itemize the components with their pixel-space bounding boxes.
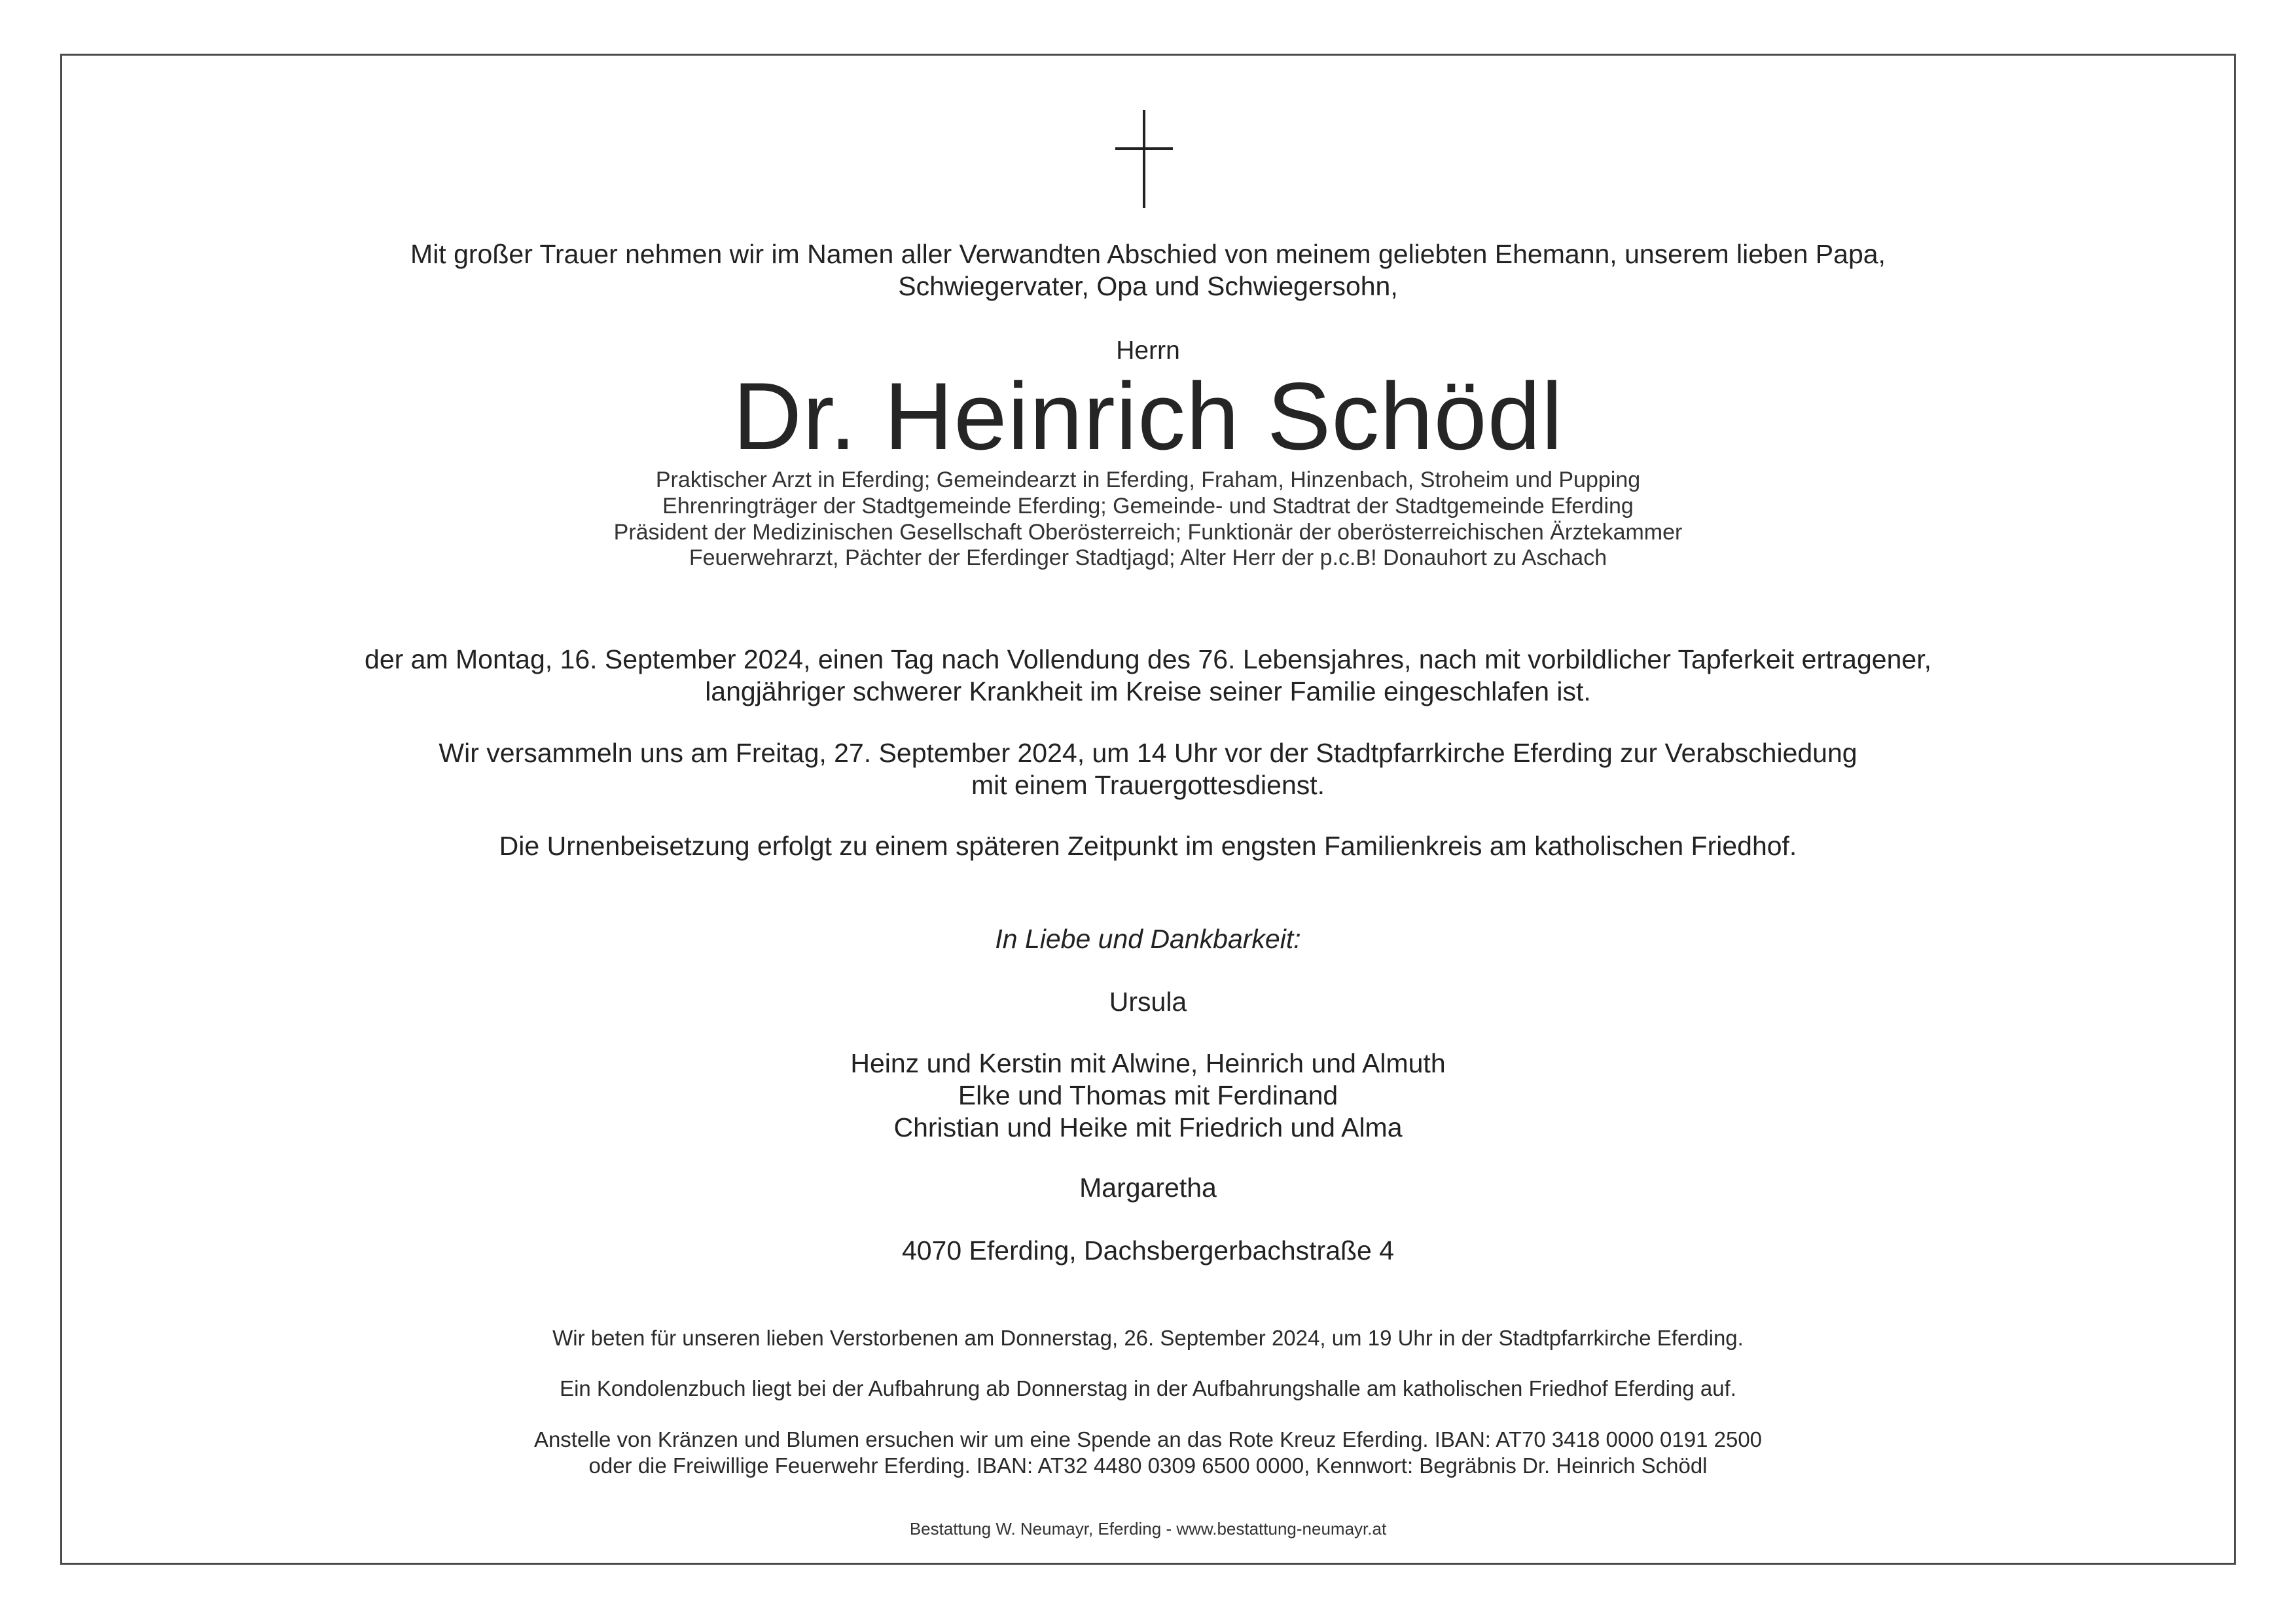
donation-note: [196, 1427, 2100, 1478]
family-children: [196, 1048, 2100, 1144]
intro-line-1: Mit großer Trauer nehmen wir im Namen aller Verwandten Abschied von meinem geliebten Ehemann, unserem lieben Papa,: [410, 239, 1886, 269]
title-line: Praktischer Arzt in Eferding; Gemeindearzt in Eferding, Fraham, Hinzenbach, Stroheim und Pupping: [655, 467, 1641, 492]
title-line: Ehrenringträger der Stadtgemeinde Eferding; Gemeinde- und Stadtrat der Stadtgemeinde Eferding: [662, 493, 1634, 519]
cross-icon: [1115, 110, 1173, 208]
salutation: Herrn: [1116, 337, 1180, 365]
intro-line-2: Schwiegervater, Opa und Schwiegersohn,: [898, 271, 1398, 302]
gathering-line-2: mit einem Trauergottesdienst.: [971, 770, 1325, 801]
donation-line-2: oder die Freiwillige Feuerwehr Eferding. IBAN: AT32 4480 0309 6500 0000, Kennwort: Begräbnis Dr. Heinrich Schödl: [588, 1453, 1708, 1478]
intro-text: [196, 238, 2100, 302]
family-mother-in-law: Margaretha: [1079, 1173, 1217, 1203]
family-child-line: Heinz und Kerstin mit Alwine, Heinrich und Almuth: [850, 1048, 1446, 1078]
prayer-note: Wir beten für unseren lieben Verstorbenen am Donnerstag, 26. September 2024, um 19 Uhr in der Stadtpfarrkirche Eferding.: [552, 1326, 1744, 1350]
family-address: 4070 Eferding, Dachsbergerbachstraße 4: [901, 1235, 1395, 1266]
burial-notice: Die Urnenbeisetzung erfolgt zu einem späteren Zeitpunkt im engsten Familienkreis am katholischen Friedhof.: [499, 831, 1797, 861]
title-line: Feuerwehrarzt, Pächter der Eferdinger Stadtjagd; Alter Herr der p.c.B! Donauhort zu Aschach: [689, 545, 1607, 571]
family-child-line: Elke und Thomas mit Ferdinand: [958, 1080, 1338, 1111]
family-child-line: Christian und Heike mit Friedrich und Alma: [893, 1112, 1403, 1143]
death-notice: [196, 644, 2100, 708]
gathering-notice: [196, 737, 2100, 801]
condolence-note: Ein Kondolenzbuch liegt bei der Aufbahrung ab Donnerstag in der Aufbahrungshalle am katholischen Friedhof Eferding auf.: [560, 1376, 1736, 1400]
undertaker-footer: Bestattung W. Neumayr, Eferding - www.bestattung-neumayr.at: [909, 1519, 1387, 1539]
family-spouse: Ursula: [1109, 987, 1187, 1017]
title-line: Präsident der Medizinischen Gesellschaft Oberösterreich; Funktionär der oberösterreichischen Ärztekammer: [613, 519, 1683, 545]
donation-line-1: Anstelle von Kränzen und Blumen ersuchen wir um eine Spende an das Rote Kreuz Eferding. IBAN: AT70 3418 0000 0191 2500: [533, 1427, 1763, 1451]
deceased-name: Dr. Heinrich Schödl: [732, 363, 1564, 469]
gathering-line-1: Wir versammeln uns am Freitag, 27. September 2024, um 14 Uhr vor der Stadtpfarrkirche Eferding zur Verabschiedung: [439, 738, 1857, 768]
death-notice-line-1: der am Montag, 16. September 2024, einen Tag nach Vollendung des 76. Lebensjahres, nach mit vorbildlicher Tapferkeit ertragener,: [365, 644, 1931, 674]
death-notice-line-2: langjähriger schwerer Krankheit im Kreise seiner Familie eingeschlafen ist.: [705, 676, 1591, 707]
titles-list: [196, 467, 2100, 572]
closing-phrase: In Liebe und Dankbarkeit:: [995, 924, 1301, 954]
